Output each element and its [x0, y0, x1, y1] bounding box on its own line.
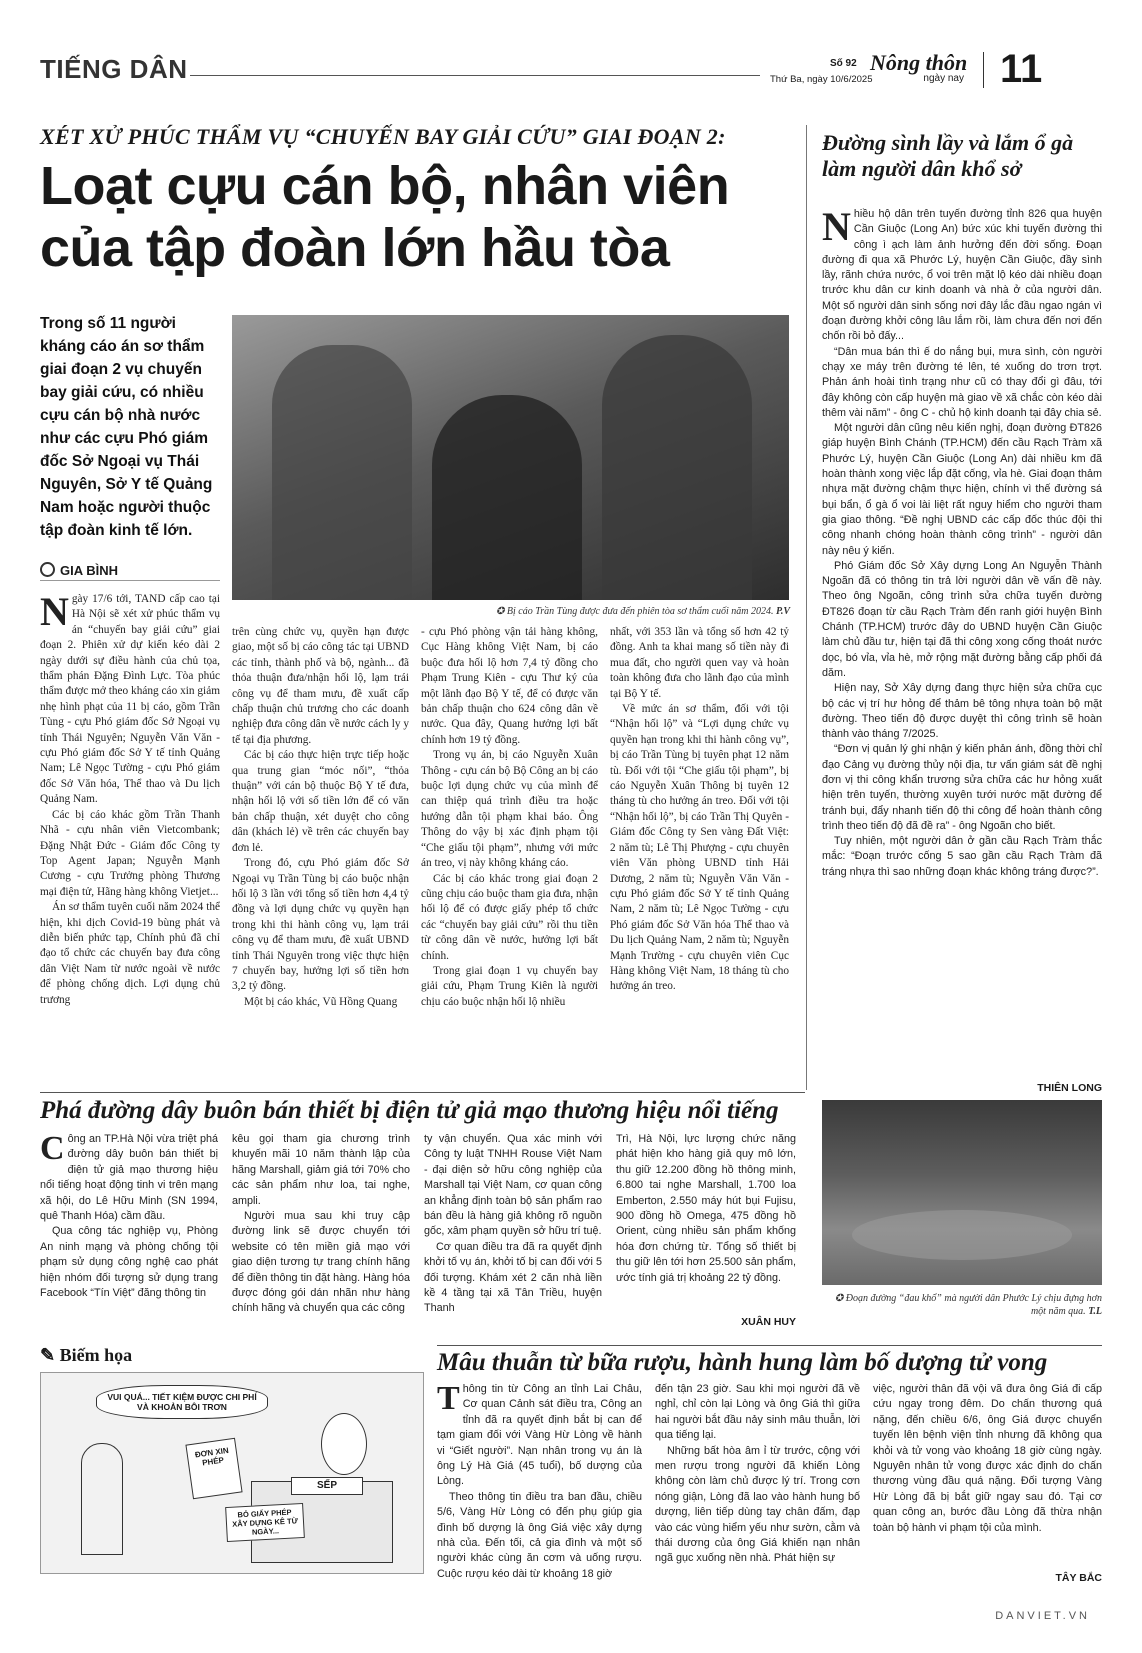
main-photo-credit: P.V: [776, 606, 790, 617]
main-col1-p2: Các bị cáo khác gồm Trần Thanh Nhã - cựu nhân viên Vietcombank; Đặng Nhật Đức - Giám đốc Công ty Top Agent Japan; Nguyễn Mạnh Cương - cựu Trưởng phòng Thương mại điện tử, Hãng hàng không Vietjet...: [40, 808, 220, 898]
defendant-figure: [432, 395, 582, 600]
story2-col-4: [616, 1132, 796, 1286]
author-name: GIA BÌNH: [60, 563, 119, 578]
main-col3-p2: Trong vụ án, bị cáo Nguyễn Xuân Thông - cựu cán bộ Bộ Công an bị cáo buộc lợi dụng chức vụ của mình để can thiệp quá trình điều tra hoặc hướng dẫn tội phạm khai báo. Ông Thông do vậy bị xác định phạm tội “Che giấu tội phạm”, nhưng với mức án treo, vị này không kháng cáo.: [421, 749, 598, 870]
pen-icon: [40, 562, 55, 577]
story2-col1-p1: ông an TP.Hà Nội vừa triệt phá đường dây buôn bán thiết bị điện tử giả mạo thương hiệu nổi tiếng hoạt động tinh vi trên mạng xã hội, do Lê Hữu Minh (SN 1994, quê Thanh Hóa) cầm đầu.: [40, 1133, 218, 1223]
story3-byline: TÂY BẮC: [1055, 1572, 1102, 1584]
story3-col3-p1: việc, người thân đã vội vã đưa ông Giá đi cấp cứu ngay trong đêm. Do chấn thương quá nặng, đến chiều 6/6, ông Giá được chuyển tuyến lên bệnh viện tỉnh nhưng đã không qua khỏi và tử vong vào khoảng 18 giờ cùng ngày. Nguyên nhân tử vong được xác định do chấn thương vùng đầu quá nặng. Đối tượng Vàng Hừ Lòng đã bị bắt giữ ngay sau đó. Tại cơ quan công an, bước đầu Lòng đã thừa nhận toàn bộ hành vi phạm tội của mình.: [873, 1383, 1102, 1534]
story2-col2-p1: kêu gọi tham gia chương trình khuyến mãi 10 năm thành lập của hãng Marshall, giảm giá tới 70% cho các sản phẩm như loa, tai nghe, ampli.: [232, 1133, 410, 1207]
main-col-1: [40, 589, 220, 1008]
main-col3-p1: - cựu Phó phòng vận tải hàng không, Cục Hàng không Việt Nam, bị cáo buộc đưa hối lộ hơn 7,4 tỷ đồng cho Phạm Trung Kiên - cựu Thư ký của một lãnh đạo Bộ Y tế, để có được văn bản chấp thuận cho 624 công dân về nước. Qua đây, Quang hưởng lợi bất chính hơn 19 tỷ đồng.: [421, 626, 598, 746]
story3-col2-p2: Những bất hòa âm ỉ từ trước, cộng với men rượu trong người đã khiến Lòng không còn làm chủ được lý trí. Trong cơn nóng giận, Lòng đã lao vào hành hung bố dượng, liên tiếp dùng tay chân đấm, đạp vào các vùng hiểm yếu như sườn, cằm và thái dương của ông Giá khiến nạn nhân ngã gục xuống nền nhà. Phát hiện sự: [655, 1444, 860, 1565]
main-col3-p3: Các bị cáo khác trong giai đoạn 2 cũng chịu cáo buộc tham gia đưa, nhận hối lộ để có được giấy phép tổ chức các “chuyến bay giải cứu” rồi thu tiền từ công dân về nước, hưởng lợi bất chính.: [421, 872, 598, 962]
cartoon-image: [40, 1372, 424, 1574]
brand-logo: [870, 52, 970, 88]
main-headline-line1: Loạt cựu cán bộ, nhân viên: [40, 156, 730, 216]
dropcap-t: T: [437, 1380, 460, 1417]
side-title: Đường sình lầy và lắm ổ gà làm người dân khổ sở: [822, 130, 1074, 181]
issue-date: Thứ Ba, ngày 10/6/2025: [770, 74, 873, 85]
main-sapo: Trong số 11 người kháng cáo án sơ thẩm giai đoạn 2 vụ chuyến bay giải cứu, có nhiều cựu cán bộ nhà nước như các cựu Phó giám đốc Sở Ngoại vụ Thái Nguyên, Sở Y tế Quảng Nam hoặc người thuộc tập đoàn kinh tế lớn.: [40, 315, 213, 539]
header-divider: [983, 52, 984, 88]
main-col3-p4: Trong giai đoạn 1 vụ chuyến bay giải cứu, Phạm Trung Kiên là người chịu cáo buộc nhận hối lộ nhiều: [421, 964, 598, 1008]
story3-col-1: [437, 1382, 642, 1582]
section-label: TIẾNG DÂN: [40, 54, 188, 84]
cartoon-tag: BỎ GIẤY PHÉP XÂY DỰNG KÊ TỪ NGÀY...: [225, 1503, 305, 1542]
header-rule: [190, 75, 760, 76]
main-headline-line2: của tập đoàn lớn hầu tòa: [40, 218, 670, 278]
story2-col-1: [40, 1132, 218, 1301]
story3-col-3: [873, 1382, 1102, 1536]
main-photo: [232, 315, 789, 600]
side-p5: Hiện nay, Sở Xây dựng đang thực hiện sửa chữa cục bộ các vị trí hư hỏng để thảm bê tông nhựa toàn bộ mặt đường. Theo tiến độ được duyệt thì công trình sẽ hoàn thành vào tháng 7/2025.: [822, 682, 1102, 741]
story2-col2-p2: Người mua sau khi truy cập đường link sẽ được chuyển tới website có tên miền giả mạo với giao diện tương tự trang chính hãng để điền thông tin đặt hàng. Hàng hóa được đóng gói dán nhãn như hàng chính hãng và chuyển qua các công: [232, 1210, 410, 1315]
main-col1-p1: gày 17/6 tới, TAND cấp cao tại Hà Nội sẽ xét xử phúc thẩm vụ án “chuyến bay giải cứu” giai đoạn 2. Phiên xử dự kiến kéo dài 2 ngày dưới sự điều hành của chủ tọa, thẩm phán Đặng Đình Lực. Tòa phúc thẩm được mở theo kháng cáo xin giảm nhẹ hình phạt của 11 bị cáo, gồm Trần Tùng - cựu Phó giám đốc Sở Ngoại vụ tỉnh Thái Nguyên; Nguyễn Văn Văn - cựu Phó giám đốc Sở Y tế tỉnh Quảng Nam; Lê Ngọc Tường - cựu Phó giám đốc Sở Văn hóa, Thể thao và Du lịch Quảng Nam.: [40, 593, 220, 806]
side-body: [822, 204, 1102, 880]
main-col1-p3: Án sơ thẩm tuyên cuối năm 2024 thể hiện, khi dịch Covid-19 bùng phát và diễn biến phức tạp, Chính phủ đã chỉ đạo tổ chức các chuyến bay đưa công dân Việt Nam từ nước ngoài về nước để phòng chống dịch. Lợi dụng chủ trương: [40, 901, 220, 1006]
cartoon-sign: SẾP: [291, 1477, 363, 1495]
side-photo-credit: T.L: [1088, 1306, 1102, 1317]
story2-col3-p2: Cơ quan điều tra đã ra quyết định khởi tố vụ án, khởi tố bị can đối với 5 đối tượng. Khám xét 2 căn nhà liền kề 4 tầng tại xã Tân Triều, huyện Thanh: [424, 1240, 602, 1315]
footer-site: DANVIET.VN: [995, 1610, 1090, 1622]
cartoon-paper: ĐƠN XIN PHÉP: [185, 1438, 242, 1499]
story2-col3-p1: ty vận chuyển. Qua xác minh với Công ty luật TNHH Rouse Việt Nam - đại diện sở hữu công nghiệp của Marshall tại Việt Nam, cơ quan công an khẳng định toàn bộ sản phẩm rao bán đều là hàng giả không rõ nguồn gốc, xâm phạm quyền sở hữu trí tuệ.: [424, 1133, 602, 1238]
cartoon-person-left: [81, 1443, 123, 1555]
main-col2-p2: Các bị cáo thực hiện trực tiếp hoặc qua trung gian “móc nối”, “thỏa thuận” với cán bộ thuộc Bộ Y tế đưa, nhận hối lộ với số tiền lớn để có văn bản chấp thuận, xét duyệt cho công dân (khách lẻ) về trên các chuyến bay đơn lẻ.: [232, 749, 409, 854]
main-side-divider: [806, 125, 807, 1090]
story2-byline: XUÂN HUY: [741, 1316, 796, 1328]
page-number: 11: [1000, 47, 1043, 91]
story2-title: Phá đường dây buôn bán thiết bị điện tử giả mạo thương hiệu nổi tiếng: [40, 1097, 779, 1124]
main-author: [40, 562, 220, 578]
cartoon-label: [40, 1345, 132, 1366]
road-puddle: [852, 1210, 1072, 1260]
main-col-3: [421, 625, 598, 1010]
side-p4: Phó Giám đốc Sở Xây dựng Long An Nguyễn Thành Ngoãn đã có thông tin trả lời người dân về vấn đề này. Theo ông Ngoãn, công trình sửa chữa tuyến đường ĐT826 đoạn từ cầu Rạch Tràm đến ranh giới huyện Bình Chánh (TP.HCM) trước đây do UBND huyện Cần Giuộc làm chủ đầu tư, hiện tại đã thi công xong cống thoát nước dọc, bó vỉa, vỉa hè, mở rộng mặt đường bằng cấp phối đá dăm.: [822, 559, 1102, 679]
story3-col2-p1: đến tận 23 giờ. Sau khi mọi người đã về nghỉ, chỉ còn lại Lòng và ông Giá thì giữa hai người bắt đầu nảy sinh mâu thuẫn, lời qua tiếng lại.: [655, 1383, 860, 1442]
side-byline: THIÊN LONG: [1037, 1082, 1102, 1094]
officer-right-figure: [602, 335, 752, 600]
palette-icon: ✎: [40, 1345, 60, 1365]
officer-left-figure: [272, 345, 412, 600]
story3-top-rule: [437, 1345, 1102, 1346]
cartoon-label-text: Biếm họa: [59, 1345, 133, 1365]
issue-number: Số 92: [830, 58, 857, 69]
cartoon-bubble: VUI QUÁ... TIẾT KIỆM ĐƯỢC CHI PHÍ VÀ KHOẢN BÔI TRƠN: [96, 1385, 268, 1419]
main-col4-p1: nhất, với 353 lần và tổng số hơn 42 tỷ đồng. Anh ta khai mang số tiền này đi mua đất, cho người quen vay và hoàn toàn không đưa cho lãnh đạo của mình tại Bộ Y tế.: [610, 626, 789, 700]
main-photo-caption: [470, 605, 790, 618]
dropcap-n: N: [40, 589, 69, 634]
story3-title: Mâu thuẫn từ bữa rượu, hành hung làm bố dượng tử vong: [437, 1349, 1048, 1376]
side-photo-caption: [822, 1292, 1102, 1318]
story2-col-3: [424, 1132, 602, 1317]
story3-col1-p1: hông tin từ Công an tỉnh Lai Châu, Cơ quan Cảnh sát điều tra, Công an tỉnh đã ra quyết định bắt bị can để tạm giam đối với Vàng Hừ Lòng về hành vi “Giết người”. Nạn nhân trong vụ án là ông Lý Hà Giá (45 tuổi), bố dượng của Lòng.: [437, 1383, 642, 1488]
main-col4-p2: Về mức án sơ thẩm, đối với tội “Nhận hối lộ” và “Lợi dụng chức vụ quyền hạn trong khi thi hành công vụ”, bị cáo Trần Tùng bị tuyên phạt 12 năm tù. Đối với tội “Che giấu tội phạm”, bị cáo Nguyễn Xuân Thông bị tuyên 12 tháng tù cho hưởng án treo. Đối với tội “Nhận hối lộ”, bị cáo Trần Thị Quyên - Giám đốc Công ty Sen vàng Đất Việt: 2 năm tù; Lê Thị Phượng - cựu chuyên viên Văn phòng UBND tỉnh Hải Dương, 2 năm tù; Nguyễn Văn Văn - cựu Phó giám đốc Sở Y tế tỉnh Quảng Nam, 2 năm tù; Lê Ngọc Tường - cựu Phó giám đốc Sở Văn hóa Thể thao và Du lịch Quảng Nam, 2 năm tù; Nguyễn Mạnh Trường - cựu chuyên viên Cục Hàng không Việt Nam, 18 tháng tù cho hưởng án treo.: [610, 703, 789, 993]
story3-col-2: [655, 1382, 860, 1567]
side-p3: Một người dân cũng nêu kiến nghị, đoạn đường ĐT826 giáp huyện Bình Chánh (TP.HCM) đến cầu Rạch Tràm xã Phước Lý, huyện Cần Giuộc (Long An) dài nhiều km đã hoàn thành xong việc lắp đặt cống, vỉa hè. Giai đoạn thảm nhựa mặt đường chậm thực hiện, chính vì thế đường sá bụi bẩn, ổ gà ổ voi lài liệt rất nguy hiểm cho người tham gia giao thông. “Đề nghị UBND các cấp đốc thúc đội thi công nhanh chóng hoàn thành công trình” - người dân này nêu ý kiến.: [822, 422, 1102, 557]
side-p6: “Đơn vị quản lý ghi nhận ý kiến phản ánh, đồng thời chỉ đạo Cảng vụ đường thủy nội địa, tư vấn giám sát đề nghị đơn vị thi công khẩn trương sửa chữa các hư hỏng xuất hiện trên tuyến, thường xuyên tưới nước mặt đường để tránh bụi, đẩy nhanh tiến độ thi công để hoàn thành công trình theo tiến độ đã đề ra” - ông Ngoãn cho biết.: [822, 743, 1102, 832]
main-photo-caption-text: Bị cáo Trần Tùng được đưa đến phiên tòa sơ thẩm cuối năm 2024.: [506, 606, 774, 617]
side-p7: Tuy nhiên, một người dân ở gần cầu Rạch Tràm thắc mắc: “Đoạn trước cống 5 sao gần cầu Rạch Tràm đã tráng nhựa thì sao những đoạn khác không tráng được?”.: [822, 835, 1102, 878]
main-col-2: [232, 625, 409, 1010]
story2-col-2: [232, 1132, 410, 1317]
story2-top-rule: [40, 1092, 805, 1093]
brand-sub: ngày nay: [923, 73, 964, 84]
main-col2-p3: Trong đó, cựu Phó giám đốc Sở Ngoại vụ Trần Tùng bị cáo buộc nhận hối lộ 3 lần với tổng số tiền hơn 4,4 tỷ đồng và lợi dụng chức vụ quyền hạn trong khi thi hành công vụ, lạm trái công vụ để tham mưu, đề xuất UBND tỉnh Thái Nguyên trong việc thực hiện 7 chuyến bay, hưởng lợi số tiền hơn 3,2 tỷ đồng.: [232, 857, 409, 993]
main-kicker: XÉT XỬ PHÚC THẨM VỤ “CHUYẾN BAY GIẢI CỨU” GIAI ĐOẠN 2:: [40, 124, 726, 149]
main-col2-p4: Một bị cáo khác, Vũ Hồng Quang: [244, 995, 398, 1008]
side-photo-caption-text: Đoạn đường “đau khổ” mà người dân Phước Lý chịu đựng hơn một năm qua.: [845, 1293, 1102, 1317]
dropcap-n-side: N: [822, 204, 851, 249]
main-col-4: [610, 625, 789, 995]
side-photo: [822, 1100, 1102, 1285]
dropcap-c: C: [40, 1130, 65, 1167]
story2-col4-p1: Trì, Hà Nội, lực lượng chức năng phát hiện kho hàng giả quy mô lớn, thu giữ 12.200 đồng hồ thông minh, 6.800 tai nghe Marshall, 1.700 loa Emberton, 2.550 máy hút bụi Fujisu, 900 đồng hồ Omega, 475 đồng hồ Orient, cùng nhiều sản phẩm khống hóa đơn chứng từ. Tổng số thiết bị thu giữ lên tới hơn 25.500 sản phẩm, ước tính giá trị khoảng 22 tỷ đồng.: [616, 1133, 796, 1284]
caption-bullet-icon: ✪: [496, 606, 507, 617]
main-col2-p1: trên cùng chức vụ, quyền hạn được giao, một số bị cáo công tác tại UBND các tỉnh, thành phố và bộ, ngành... đã thỏa thuận đưa/nhận hối lộ, lạm trái công vụ để tham mưu, đề xuất cấp chấp thuận chủ trương cho các doanh nghiệp đưa công dân về nước cách ly y tế tại địa phương.: [232, 626, 409, 746]
side-p2: “Dân mua bán thì ế do nắng bụi, mưa sình, còn người chạy xe máy trên đường té lên, té xuống do trơn trợt. Phản ánh hoài tình trạng như cũ có thay đổi gì đâu, tới đây không còn cấp huyện mà giao về xã chắc còn kéo dài thêm vài năm” - ông C - chủ hộ kinh doanh tại đây chia sẻ.: [822, 345, 1102, 419]
side-p1: hiều hộ dân trên tuyến đường tỉnh 826 qua huyện Cần Giuộc (Long An) bức xúc khi tuyến đường thi công ì ạch làm ảnh hưởng đến đời sống. Đoạn đường đi qua xã Phước Lý, huyện Cần Giuộc, đầy sình lầy, rãnh chứa nước, ổ voi trên mặt lộ kéo dài nhiều đoạn trước khu dân cư kinh doanh và nhà ở của người dân. Một số người dân sinh sống nơi đây lắc đầu ngao ngán vì đoạn đường khởi công lâu lắm rồi, làm chưa đến nơi đến chốn rồi bỏ đấy...: [822, 208, 1102, 343]
caption-bullet-icon: ✪: [834, 1293, 846, 1304]
cartoon-person-right: [321, 1413, 367, 1475]
brand-main: Nông thôn: [870, 50, 968, 75]
story3-col1-p2: Theo thông tin điều tra ban đầu, chiều 5/6, Vàng Hừ Lòng có đến phụ giúp gia đình bố dượng là ông Giá việc xây dựng nhà của. Đến tối, cả gia đình và một số người khác cùng ăn cơm và uống rượu. Cuộc rượu kéo dài từ khoảng 18 giờ: [437, 1490, 642, 1580]
story2-col1-p2: Qua công tác nghiệp vụ, Phòng An ninh mạng và phòng chống tội phạm sử dụng công nghệ cao phát hiện nhóm đối tượng sử dụng trang Facebook “Tín Việt” đăng thông tin: [40, 1225, 218, 1300]
author-rule: [40, 580, 220, 581]
